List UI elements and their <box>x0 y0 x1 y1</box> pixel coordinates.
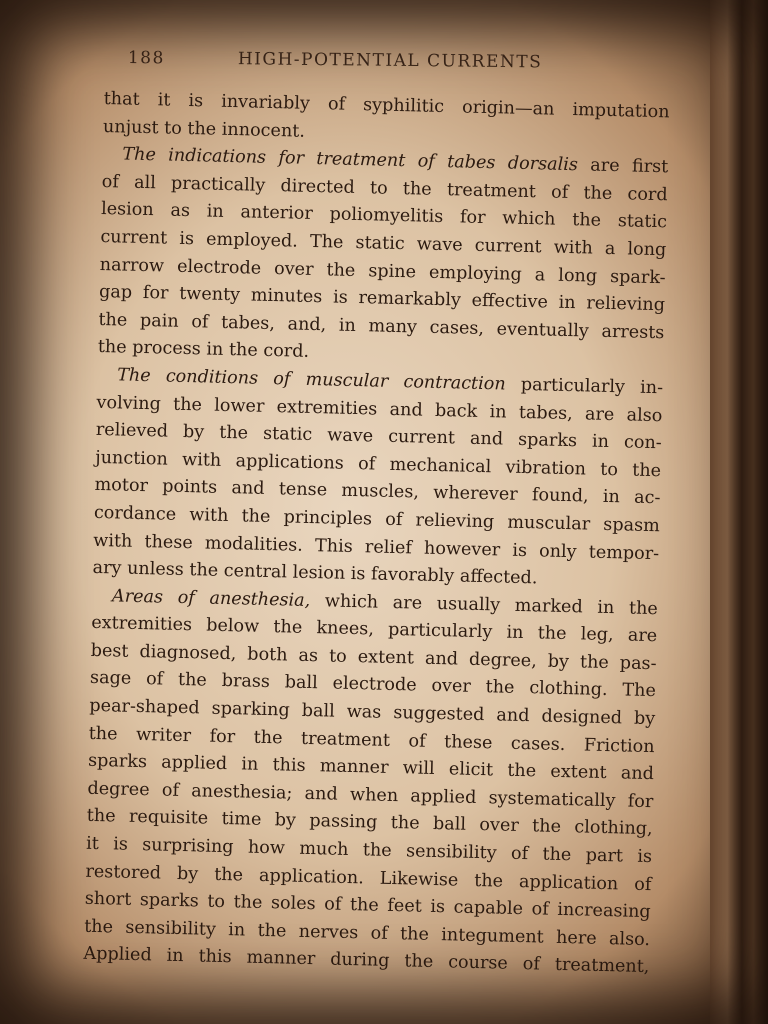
line-text: unjust to the innocent. <box>102 116 306 142</box>
line-text: current is employed. The static wave current with a long <box>100 226 667 261</box>
page-edge-shadow <box>710 0 768 1024</box>
line-text: relieved by the static wave current and sparks in con- <box>95 420 662 454</box>
line-text: are first <box>577 155 669 178</box>
line-text: narrow electrode over the spine employing a long spark- <box>99 254 666 288</box>
line-text: the sensibility in the nerves of the integument here also. <box>83 916 651 950</box>
page-header <box>128 48 588 77</box>
italic-heading: The conditions of muscular contraction <box>116 365 506 395</box>
line-text: pear-shaped sparking ball was suggested and designed by <box>89 695 656 730</box>
line-text: restored by the application. Likewise the application of <box>85 861 652 895</box>
line-text: of all practically directed to the treatment of the cord <box>101 171 668 206</box>
line-text: the requisite time by passing the ball over the clothing, <box>86 806 653 840</box>
line-text: best diagnosed, both as to extent and degree, by the pas- <box>90 640 657 675</box>
line-text: that it is invariably of syphilitic origin—an imputation <box>103 88 670 123</box>
line-text: particularly in- <box>505 374 664 399</box>
line-text: with these modalities. This relief however is only tempor- <box>93 530 660 564</box>
line-text: which are usually marked in the <box>310 590 659 619</box>
line-text: it is surprising how much the sensibility of the part is <box>85 833 653 868</box>
running-title: HIGH-POTENTIAL CURRENTS <box>237 49 543 73</box>
line-text: motor points and tense muscles, wherever found, in ac- <box>94 475 661 509</box>
italic-heading: The indications for treatment of tabes dorsalis <box>122 144 579 176</box>
line-text: sparks applied in this manner will elicit the extent and <box>87 751 655 785</box>
italic-heading: Areas of anesthesia, <box>111 586 311 611</box>
line-text: gap for twenty minutes is remarkably effective in relieving <box>98 282 666 316</box>
line-text: Applied in this manner during the course of treatment, <box>83 944 650 978</box>
line-text: the writer for the treatment of these cases. Friction <box>88 723 655 757</box>
body-text <box>83 86 670 982</box>
line-text: short sparks to the soles of the feet is capable of increasing <box>84 888 651 923</box>
line-text: cordance with the principles of relieving muscular spasm <box>93 502 661 537</box>
line-text: the process in the cord. <box>97 337 310 363</box>
page-number: 188 <box>127 48 165 69</box>
line-text: junction with applications of mechanical vibration to the <box>95 447 662 481</box>
line-text: degree of anesthesia; and when applied systematically for <box>87 778 654 812</box>
line-text: extremities below the knees, particularly in the leg, are <box>91 613 658 647</box>
line-text: lesion as in anterior poliomyelitis for which the static <box>100 199 668 233</box>
line-text: sage of the brass ball electrode over the clothing. The <box>89 668 657 702</box>
line-text: volving the lower extremities and back in tabes, are also <box>96 392 663 426</box>
line-text: ary unless the central lesion is favorably affected. <box>92 557 538 589</box>
line-text: the pain of tabes, and, in many cases, eventually arrests <box>98 309 665 344</box>
